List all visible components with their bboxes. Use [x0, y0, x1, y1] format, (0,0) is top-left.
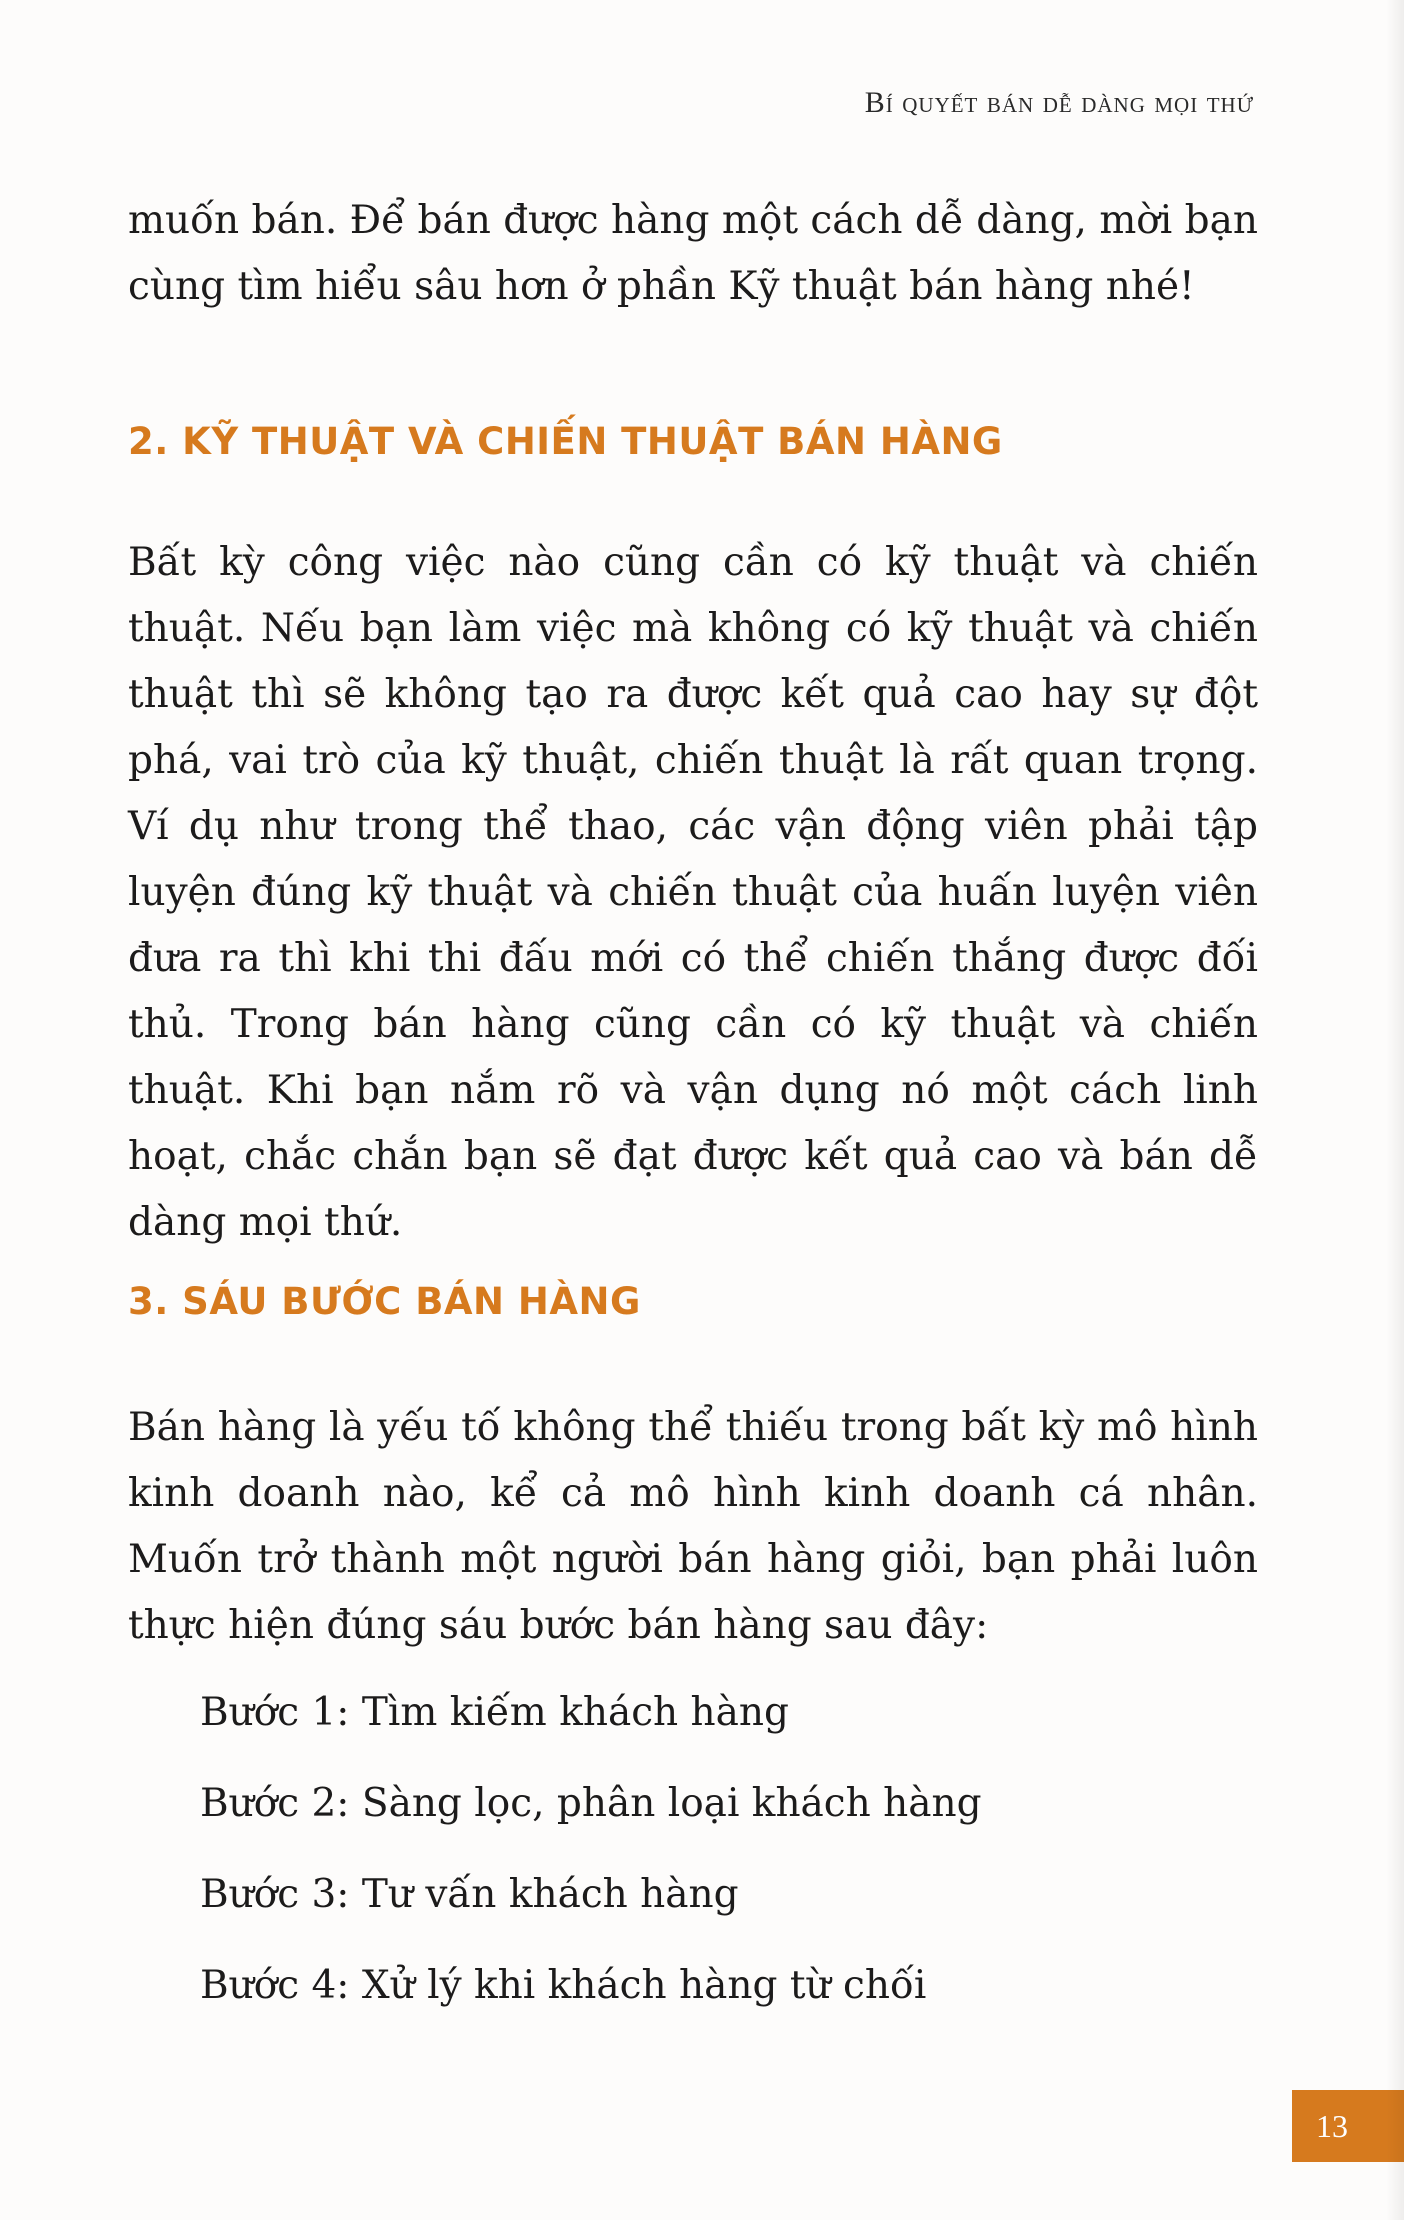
intro-text: muốn bán. Để bán được hàng một cách dễ dàng, mời bạn cùng tìm hiểu sâu hơn ở phần Kỹ thuật bán hàng nhé! — [128, 198, 1258, 309]
intro-paragraph — [128, 188, 1258, 320]
section-2-paragraph — [128, 530, 1258, 1256]
step-item: Bước 4: Xử lý khi khách hàng từ chối — [200, 1963, 927, 2008]
section-3-text: Bán hàng là yếu tố không thể thiếu trong bất kỳ mô hình kinh doanh nào, kể cả mô hình kinh doanh cá nhân. Muốn trở thành một người bán hàng giỏi, bạn phải luôn thực hiện đúng sáu bước bán hàng sau đây: — [128, 1405, 1258, 1648]
section-3-paragraph — [128, 1395, 1258, 1659]
step-item: Bước 1: Tìm kiếm khách hàng — [200, 1690, 789, 1735]
step-item: Bước 3: Tư vấn khách hàng — [200, 1872, 739, 1917]
page-edge-shadow — [1386, 0, 1404, 2220]
running-title: Bí quyết bán dễ dàng mọi thứ — [864, 86, 1254, 119]
section-2-heading: 2. KỸ THUẬT VÀ CHIẾN THUẬT BÁN HÀNG — [128, 420, 1003, 463]
steps-list — [200, 1680, 982, 2044]
section-3-heading: 3. SÁU BƯỚC BÁN HÀNG — [128, 1280, 641, 1323]
page-number: 13 — [1316, 2107, 1348, 2144]
step-item: Bước 2: Sàng lọc, phân loại khách hàng — [200, 1781, 982, 1826]
section-2-text: Bất kỳ công việc nào cũng cần có kỹ thuật và chiến thuật. Nếu bạn làm việc mà không có kỹ thuật và chiến thuật thì sẽ không tạo ra được kết quả cao hay sự đột phá, vai trò của kỹ thuật, chiến thuật là rất quan trọng. Ví dụ như trong thể thao, các vận động viên phải tập luyện đúng kỹ thuật và chiến thuật của huấn luyện viên đưa ra thì khi thi đấu mới có thể chiến thắng được đối thủ. Trong bán hàng cũng cần có kỹ thuật và chiến thuật. Khi bạn nắm rõ và vận dụng nó một cách linh hoạt, chắc chắn bạn sẽ đạt được kết quả cao và bán dễ dàng mọi thứ. — [128, 540, 1258, 1245]
running-header — [865, 86, 1254, 120]
